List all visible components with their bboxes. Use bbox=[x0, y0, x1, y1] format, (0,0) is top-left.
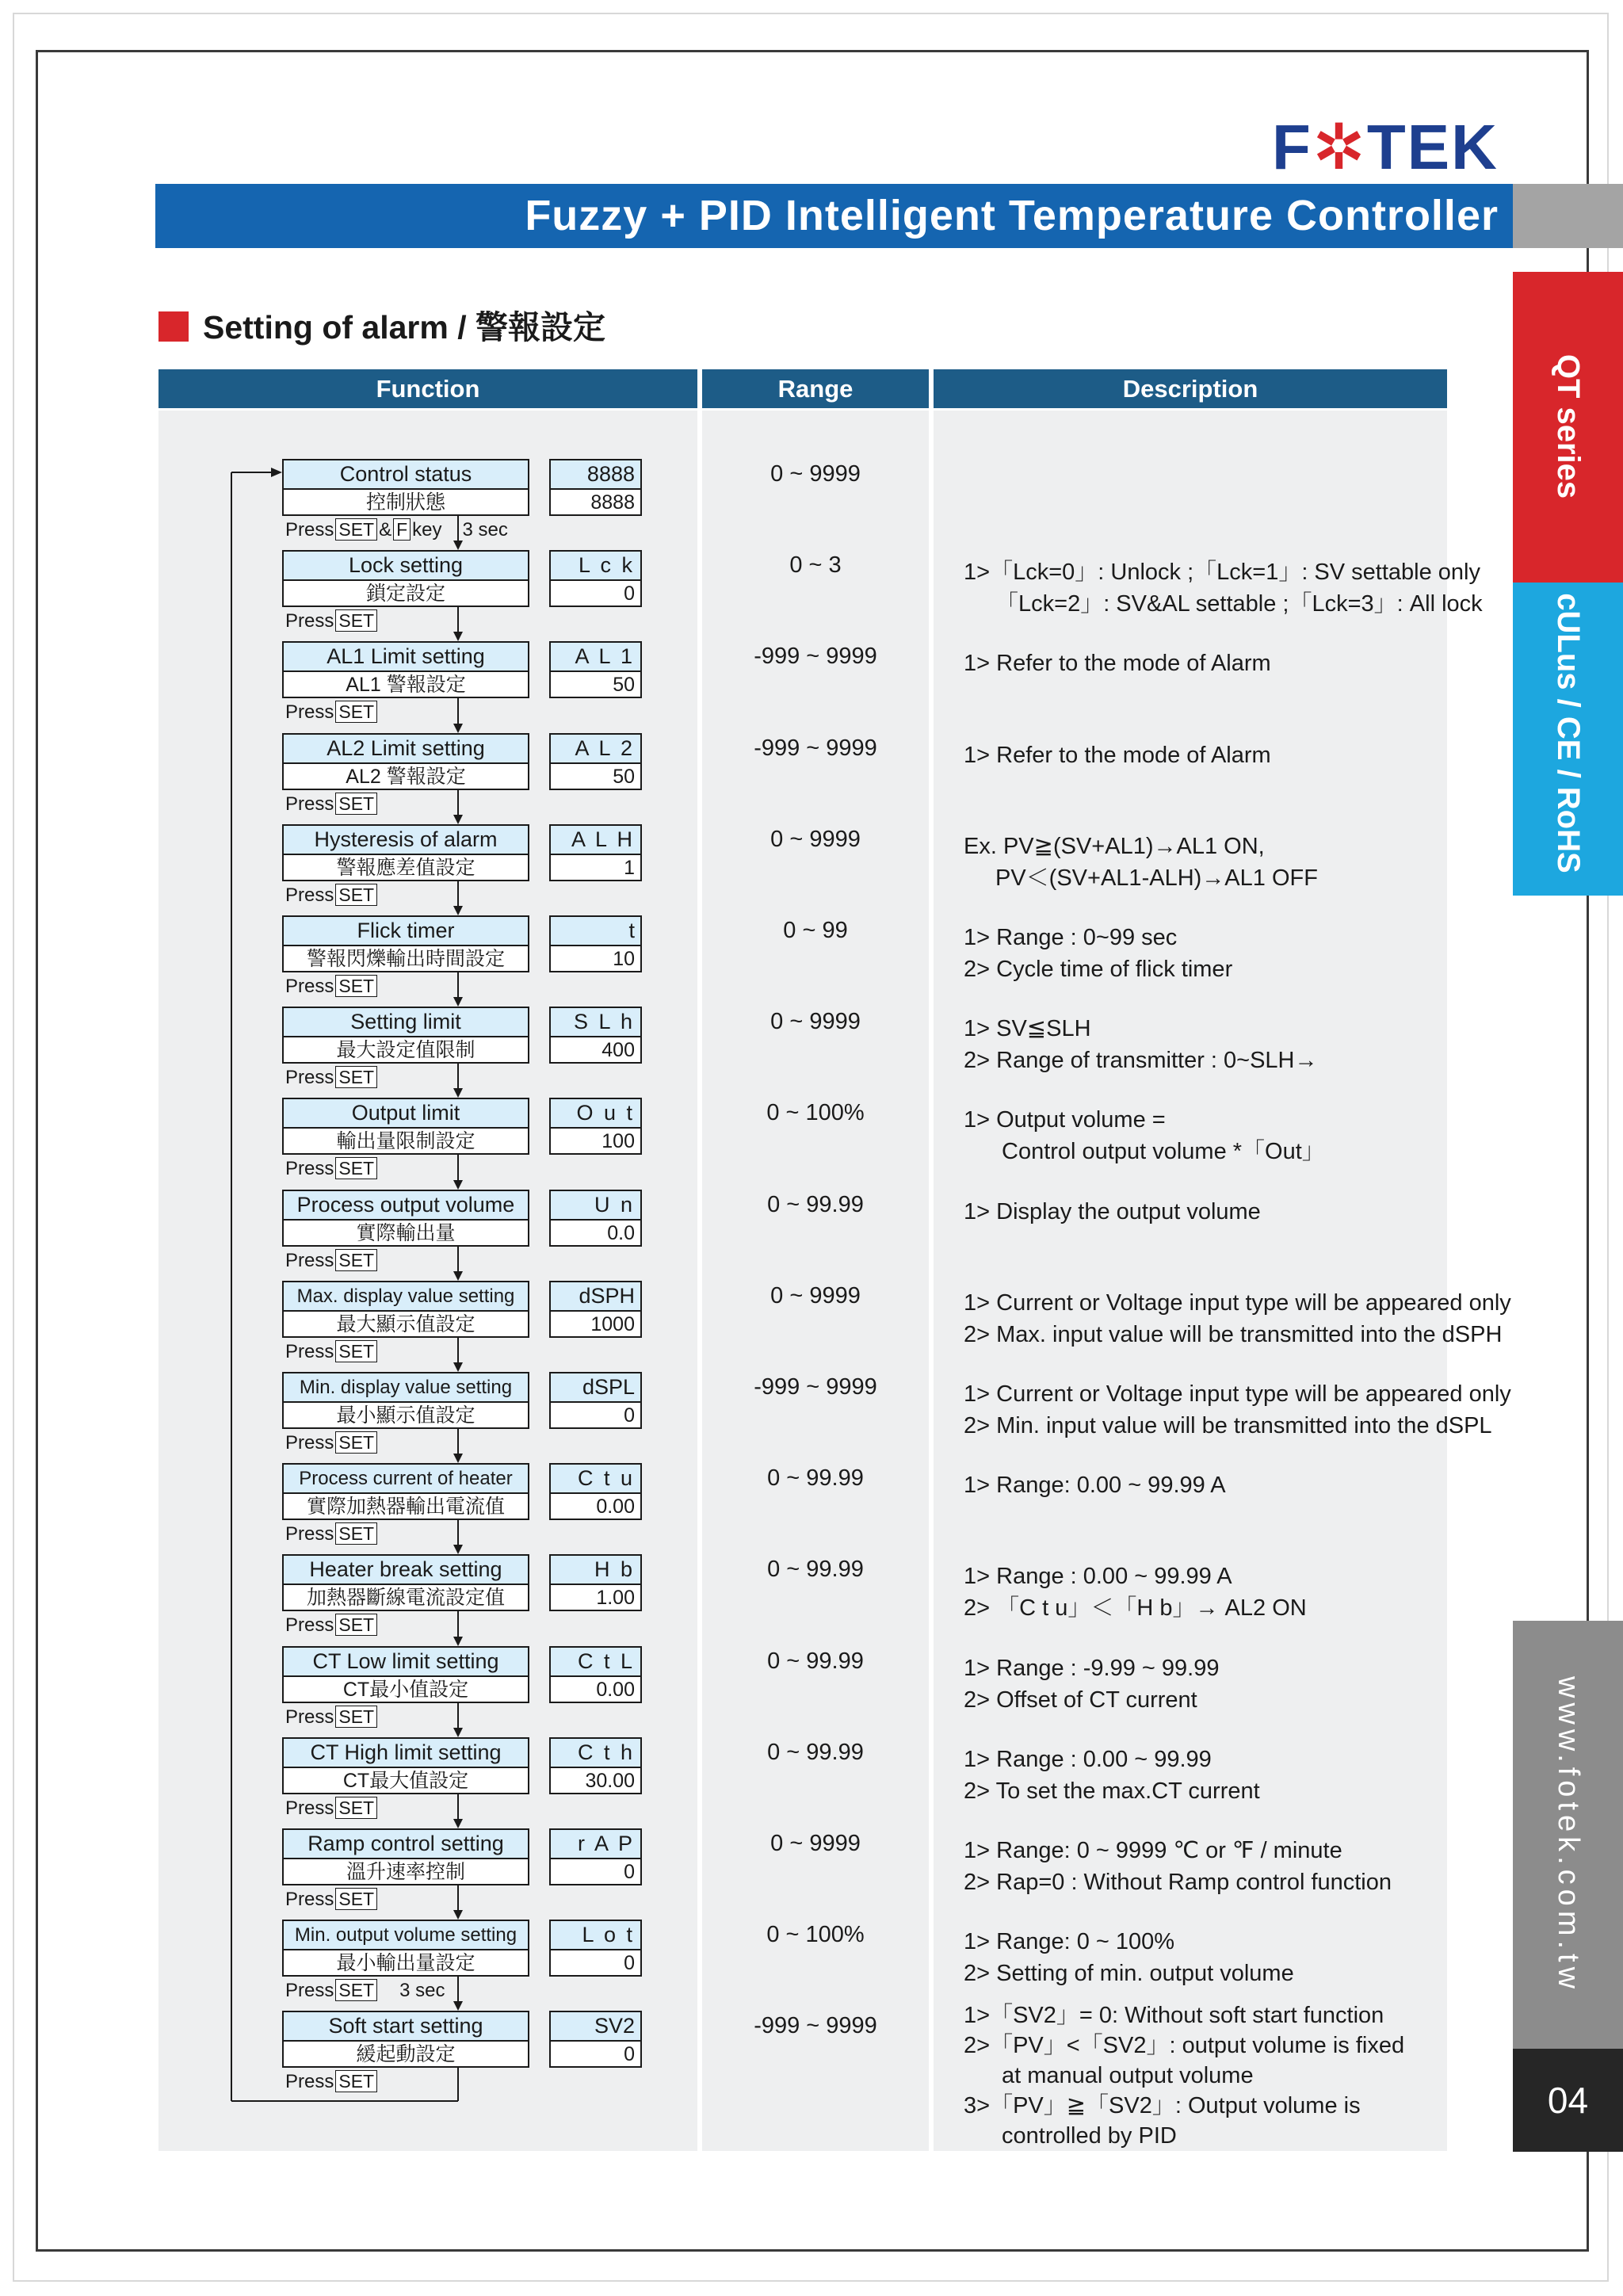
press-label: Press bbox=[285, 1158, 334, 1179]
range-value: 0 ~ 3 bbox=[789, 552, 842, 578]
and-symbol: & bbox=[379, 519, 392, 541]
column-header-function: Function bbox=[158, 369, 697, 408]
function-box bbox=[282, 733, 529, 790]
set-key[interactable]: SET bbox=[335, 1066, 377, 1088]
display-code-box bbox=[549, 1190, 642, 1247]
function-name-en: Min. output volume setting bbox=[284, 1921, 528, 1950]
default-value: 0 bbox=[624, 1952, 635, 1974]
display-code: U n bbox=[551, 1191, 640, 1221]
function-box bbox=[282, 1190, 529, 1247]
range-value: -999 ~ 9999 bbox=[754, 2013, 877, 2038]
press-label: Press bbox=[285, 610, 334, 632]
description-line: 1> Range: 0 ~ 100% bbox=[964, 1929, 1175, 1954]
press-label: Press bbox=[285, 701, 334, 723]
press-instruction bbox=[285, 1612, 379, 1639]
display-code: L o t bbox=[551, 1921, 640, 1950]
function-name-zh: 最小輸出量設定 bbox=[336, 1952, 475, 1974]
display-code: dSPL bbox=[551, 1373, 640, 1403]
loop-back-arrow-icon bbox=[271, 468, 282, 477]
press-label: Press bbox=[285, 1432, 334, 1454]
function-box bbox=[282, 824, 529, 881]
press-instruction bbox=[285, 608, 379, 635]
display-code-box bbox=[549, 733, 642, 790]
range-value: -999 ~ 9999 bbox=[754, 644, 877, 669]
function-box bbox=[282, 1920, 529, 1977]
set-key[interactable]: SET bbox=[335, 793, 377, 815]
description-line: at manual output volume bbox=[1002, 2063, 1254, 2088]
default-value: 400 bbox=[601, 1039, 635, 1061]
default-value: 100 bbox=[601, 1130, 635, 1152]
display-code-box bbox=[549, 915, 642, 972]
press-label: Press bbox=[285, 1797, 334, 1819]
description-line: 2> 「C t u」＜「H b」→ AL2 ON bbox=[964, 1595, 1307, 1621]
function-name-en: AL2 Limit setting bbox=[284, 735, 528, 764]
function-name-en: Setting limit bbox=[284, 1008, 528, 1037]
default-value: 0 bbox=[624, 583, 635, 605]
flow-arrow-down-icon bbox=[453, 1545, 463, 1554]
display-code: S L h bbox=[551, 1008, 640, 1037]
set-key[interactable]: SET bbox=[335, 701, 377, 723]
range-value: 0 ~ 9999 bbox=[770, 827, 861, 852]
function-name-en: Heater break setting bbox=[284, 1556, 528, 1585]
description-line: controlled by PID bbox=[1002, 2123, 1177, 2149]
function-name-zh: CT最大值設定 bbox=[342, 1770, 469, 1792]
range-value: 0 ~ 100% bbox=[766, 1922, 865, 1947]
function-box bbox=[282, 1554, 529, 1611]
range-value: -999 ~ 9999 bbox=[754, 735, 877, 761]
display-code-box bbox=[549, 824, 642, 881]
range-value: 0 ~ 99.99 bbox=[767, 1192, 864, 1217]
default-value: 1 bbox=[624, 857, 635, 879]
description-line: 2>「PV」<「SV2」: output volume is fixed bbox=[964, 2033, 1405, 2058]
function-box bbox=[282, 1007, 529, 1064]
display-code-box bbox=[549, 1920, 642, 1977]
default-value: 8888 bbox=[590, 491, 635, 514]
range-value: 0 ~ 9999 bbox=[770, 1831, 861, 1856]
press-instruction bbox=[285, 699, 379, 726]
press-label: Press bbox=[285, 1614, 334, 1636]
range-value: 0 ~ 9999 bbox=[770, 1283, 861, 1308]
press-instruction bbox=[285, 1339, 379, 1366]
default-value: 50 bbox=[613, 766, 635, 788]
set-key[interactable]: SET bbox=[335, 1797, 377, 1819]
description-line: 2> Rap=0 : Without Ramp control function bbox=[964, 1870, 1392, 1895]
display-code-box bbox=[549, 1737, 642, 1794]
default-value: 1000 bbox=[590, 1313, 635, 1335]
description-line: 「Lck=2」: SV&AL settable ;「Lck=3」: All lock bbox=[995, 591, 1483, 617]
range-value: 0 ~ 99.99 bbox=[767, 1465, 864, 1491]
flow-arrow-down-icon bbox=[453, 815, 463, 824]
function-name-zh: 輸出量限制設定 bbox=[336, 1130, 475, 1152]
description-line: 1> Refer to the mode of Alarm bbox=[964, 651, 1271, 676]
page-number: 04 bbox=[1547, 2080, 1589, 2121]
set-key[interactable]: SET bbox=[335, 1340, 377, 1362]
press-label: Press bbox=[285, 884, 334, 906]
set-key[interactable]: SET bbox=[335, 518, 377, 541]
press-instruction bbox=[285, 1430, 379, 1457]
set-key[interactable]: SET bbox=[335, 1431, 377, 1454]
set-key[interactable]: SET bbox=[335, 1249, 377, 1271]
flow-arrow-down-icon bbox=[453, 1088, 463, 1098]
default-value: 10 bbox=[613, 948, 635, 970]
function-name-zh: 實際輸出量 bbox=[356, 1222, 456, 1244]
range-value: 0 ~ 99.99 bbox=[767, 1740, 864, 1765]
display-code: r A P bbox=[551, 1830, 640, 1859]
function-box bbox=[282, 2011, 529, 2068]
description-line: Ex. PV≧(SV+AL1)→AL1 ON, bbox=[964, 834, 1265, 859]
press-instruction bbox=[285, 1886, 379, 1913]
column-header-description: Description bbox=[934, 369, 1447, 408]
function-box bbox=[282, 1372, 529, 1429]
press-label: Press bbox=[285, 1980, 334, 2001]
description-line: 1> Range : 0.00 ~ 99.99 bbox=[964, 1747, 1212, 1772]
press-label: Press bbox=[285, 1341, 334, 1362]
function-name-zh: 最大顯示值設定 bbox=[336, 1313, 475, 1335]
set-key[interactable]: SET bbox=[335, 1979, 377, 2001]
function-name-zh: 加熱器斷線電流設定值 bbox=[306, 1587, 505, 1609]
press-instruction bbox=[285, 517, 508, 544]
function-name-zh: CT最小值設定 bbox=[342, 1679, 469, 1701]
set-key[interactable]: SET bbox=[335, 1888, 377, 1910]
function-name-zh: 警報應差值設定 bbox=[336, 857, 475, 879]
function-box bbox=[282, 1463, 529, 1520]
range-value: -999 ~ 9999 bbox=[754, 1374, 877, 1400]
set-key[interactable]: SET bbox=[335, 1706, 377, 1728]
function-name-zh: 實際加熱器輸出電流值 bbox=[306, 1496, 505, 1518]
flow-arrow-down-icon bbox=[453, 632, 463, 641]
press-label: Press bbox=[285, 793, 334, 815]
description-line: 1> Range : -9.99 ~ 99.99 bbox=[964, 1656, 1220, 1681]
press-label: Press bbox=[285, 1706, 334, 1728]
set-key[interactable]: SET bbox=[335, 1157, 377, 1179]
press-label: Press bbox=[285, 2071, 334, 2092]
default-value: 0 bbox=[624, 2043, 635, 2065]
set-key[interactable]: SET bbox=[335, 884, 377, 906]
function-name-en: Lock setting bbox=[284, 552, 528, 581]
description-line: 2> Max. input value will be transmitted into the dSPH bbox=[964, 1322, 1503, 1347]
description-line: 1> SV≦SLH bbox=[964, 1016, 1091, 1041]
range-value: 0 ~ 100% bbox=[766, 1100, 865, 1125]
fotek-logo: F✲TEK bbox=[1272, 112, 1499, 182]
flow-arrow-down-icon bbox=[453, 1910, 463, 1920]
default-value: 0.00 bbox=[596, 1679, 635, 1701]
function-name-en: Control status bbox=[284, 460, 528, 490]
range-value: 0 ~ 99.99 bbox=[767, 1557, 864, 1582]
function-name-zh: AL1 警報設定 bbox=[346, 674, 466, 696]
display-code-box bbox=[549, 1554, 642, 1611]
press-instruction bbox=[285, 1247, 379, 1274]
display-code: A L 2 bbox=[551, 735, 640, 764]
press-instruction bbox=[285, 973, 379, 1000]
description-line: 1> Display the output volume bbox=[964, 1199, 1261, 1224]
website-tab bbox=[1513, 1621, 1623, 2049]
function-box bbox=[282, 1646, 529, 1703]
press-instruction bbox=[285, 791, 379, 818]
display-code: C t u bbox=[551, 1465, 640, 1494]
display-code: C t L bbox=[551, 1648, 640, 1677]
flow-arrow-down-icon bbox=[453, 2001, 463, 2011]
description-line: PV＜(SV+AL1-ALH)→AL1 OFF bbox=[995, 865, 1318, 891]
press-instruction bbox=[285, 882, 379, 909]
function-box bbox=[282, 641, 529, 698]
flow-arrow-down-icon bbox=[453, 1728, 463, 1737]
press-instruction bbox=[285, 1704, 379, 1731]
display-code: C t h bbox=[551, 1739, 640, 1768]
flow-arrow-down-icon bbox=[453, 1180, 463, 1190]
range-value: 0 ~ 9999 bbox=[770, 1009, 861, 1034]
press-instruction bbox=[285, 1795, 379, 1822]
press-instruction bbox=[285, 1156, 379, 1182]
series-label: QT series bbox=[1551, 353, 1586, 499]
function-name-en: Process output volume bbox=[284, 1191, 528, 1221]
flow-arrow-down-icon bbox=[453, 997, 463, 1007]
description-line: 1> Current or Voltage input type will be appeared only bbox=[964, 1290, 1511, 1316]
range-value: 0 ~ 99 bbox=[783, 918, 848, 943]
press-label: Press bbox=[285, 1250, 334, 1271]
display-code-box bbox=[549, 1098, 642, 1155]
description-line: 1>「SV2」= 0: Without soft start function bbox=[964, 2003, 1384, 2028]
description-line: 2> Offset of CT current bbox=[964, 1687, 1197, 1713]
function-box bbox=[282, 915, 529, 972]
function-name-en: Min. display value setting bbox=[284, 1373, 528, 1403]
press-label: Press bbox=[285, 976, 334, 997]
default-value: 0 bbox=[624, 1404, 635, 1427]
description-line: 1> Range : 0.00 ~ 99.99 A bbox=[964, 1564, 1232, 1589]
default-value: 1.00 bbox=[596, 1587, 635, 1609]
function-box bbox=[282, 1281, 529, 1338]
description-line: 1> Refer to the mode of Alarm bbox=[964, 743, 1271, 768]
function-name-en: Ramp control setting bbox=[284, 1830, 528, 1859]
certification-tab bbox=[1513, 583, 1623, 896]
function-box bbox=[282, 1737, 529, 1794]
function-name-en: CT Low limit setting bbox=[284, 1648, 528, 1677]
display-code-box bbox=[549, 1463, 642, 1520]
press-label: Press bbox=[285, 1067, 334, 1088]
certification-label: cULus / CE / RoHS bbox=[1551, 593, 1586, 873]
function-name-en: Output limit bbox=[284, 1099, 528, 1129]
display-code-box bbox=[549, 1646, 642, 1703]
function-name-en: Max. display value setting bbox=[284, 1282, 528, 1312]
display-code-box bbox=[549, 1828, 642, 1885]
description-line: 1> Current or Voltage input type will be appeared only bbox=[964, 1381, 1511, 1407]
display-code-box bbox=[549, 1372, 642, 1429]
function-name-zh: AL2 警報設定 bbox=[346, 766, 466, 788]
press-instruction bbox=[285, 1977, 445, 2004]
display-code-box bbox=[549, 550, 642, 607]
description-line: 1> Range: 0.00 ~ 99.99 A bbox=[964, 1473, 1226, 1498]
display-code-box bbox=[549, 2011, 642, 2068]
description-line: 3>「PV」≧「SV2」: Output volume is bbox=[964, 2093, 1361, 2118]
function-name-en: Soft start setting bbox=[284, 2012, 528, 2042]
function-name-en: Hysteresis of alarm bbox=[284, 826, 528, 855]
function-name-zh: 警報閃爍輸出時間設定 bbox=[306, 948, 505, 970]
display-code: A L H bbox=[551, 826, 640, 855]
display-code-box bbox=[549, 1007, 642, 1064]
set-key[interactable]: SET bbox=[335, 1522, 377, 1545]
default-value: 30.00 bbox=[585, 1770, 635, 1792]
description-line: 2> Setting of min. output volume bbox=[964, 1961, 1294, 1986]
description-line: 2> To set the max.CT current bbox=[964, 1778, 1260, 1804]
description-line: 1> Range : 0~99 sec bbox=[964, 925, 1178, 950]
flow-arrow-down-icon bbox=[453, 1819, 463, 1828]
f-key[interactable]: F bbox=[393, 518, 411, 541]
range-value: 0 ~ 9999 bbox=[770, 461, 861, 487]
press-label: Press bbox=[285, 1523, 334, 1545]
page-title: Fuzzy + PID Intelligent Temperature Controller bbox=[525, 192, 1499, 239]
set-key[interactable]: SET bbox=[335, 975, 377, 997]
set-key[interactable]: SET bbox=[335, 1614, 377, 1636]
series-tab bbox=[1513, 272, 1623, 583]
description-line: 1>「Lck=0」: Unlock ;「Lck=1」: SV settable only bbox=[964, 560, 1481, 585]
flow-arrow-down-icon bbox=[453, 1362, 463, 1372]
function-box bbox=[282, 1098, 529, 1155]
press-duration: 3 sec bbox=[399, 1980, 445, 2001]
column-header-range: Range bbox=[702, 369, 929, 408]
press-label: Press bbox=[285, 1889, 334, 1910]
display-code: O u t bbox=[551, 1099, 640, 1129]
function-name-zh: 最大設定值限制 bbox=[336, 1039, 475, 1061]
press-instruction bbox=[285, 2069, 379, 2095]
press-instruction bbox=[285, 1521, 379, 1548]
range-value: 0 ~ 99.99 bbox=[767, 1648, 864, 1674]
default-value: 50 bbox=[613, 674, 635, 696]
description-line: 1> Output volume = bbox=[964, 1107, 1166, 1133]
function-name-en: AL1 Limit setting bbox=[284, 643, 528, 672]
description-line: 2> Cycle time of flick timer bbox=[964, 957, 1233, 982]
flow-arrow-down-icon bbox=[453, 1454, 463, 1463]
display-code: 8888 bbox=[551, 460, 640, 490]
function-name-zh: 溫升速率控制 bbox=[346, 1861, 465, 1883]
function-name-en: Flick timer bbox=[284, 917, 528, 946]
function-name-en: CT High limit setting bbox=[284, 1739, 528, 1768]
function-name-zh: 鎖定設定 bbox=[365, 583, 445, 605]
display-code: L c k bbox=[551, 552, 640, 581]
function-box bbox=[282, 1828, 529, 1885]
function-name-zh: 最小顯示值設定 bbox=[336, 1404, 475, 1427]
default-value: 0 bbox=[624, 1861, 635, 1883]
description-line: 1> Range: 0 ~ 9999 ℃ or ℉ / minute bbox=[964, 1838, 1342, 1863]
set-key[interactable]: SET bbox=[335, 2070, 377, 2092]
function-name-zh: 緩起動設定 bbox=[356, 2043, 456, 2065]
display-code: A L 1 bbox=[551, 643, 640, 672]
function-name-zh: 控制狀態 bbox=[365, 491, 445, 514]
description-line: 2> Range of transmitter : 0~SLH→ bbox=[964, 1048, 1318, 1073]
display-code-box bbox=[549, 459, 642, 516]
display-code-box bbox=[549, 641, 642, 698]
function-box bbox=[282, 459, 529, 516]
display-code: dSPH bbox=[551, 1282, 640, 1312]
function-box bbox=[282, 550, 529, 607]
flow-arrow-down-icon bbox=[453, 906, 463, 915]
flow-arrow-down-icon bbox=[453, 1271, 463, 1281]
flow-arrow-down-icon bbox=[453, 1637, 463, 1646]
default-value: 0.0 bbox=[607, 1222, 635, 1244]
website-label: www.fotek.com.tw bbox=[1552, 1675, 1585, 1994]
function-name-en: Process current of heater bbox=[284, 1465, 528, 1494]
description-line: Control output volume *「Out」 bbox=[1002, 1139, 1325, 1164]
section-heading-text: Setting of alarm / 警報設定 bbox=[203, 309, 605, 346]
display-code: H b bbox=[551, 1556, 640, 1585]
display-code-box bbox=[549, 1281, 642, 1338]
flow-arrow-down-icon bbox=[453, 724, 463, 733]
press-duration: 3 sec bbox=[462, 519, 508, 541]
display-code: t bbox=[551, 917, 640, 946]
default-value: 0.00 bbox=[596, 1496, 635, 1518]
press-instruction bbox=[285, 1064, 379, 1091]
description-line: 2> Min. input value will be transmitted into the dSPL bbox=[964, 1413, 1492, 1438]
key-word: key bbox=[412, 519, 442, 541]
set-key[interactable]: SET bbox=[335, 609, 377, 632]
display-code: SV2 bbox=[551, 2012, 640, 2042]
press-label: Press bbox=[285, 519, 334, 541]
